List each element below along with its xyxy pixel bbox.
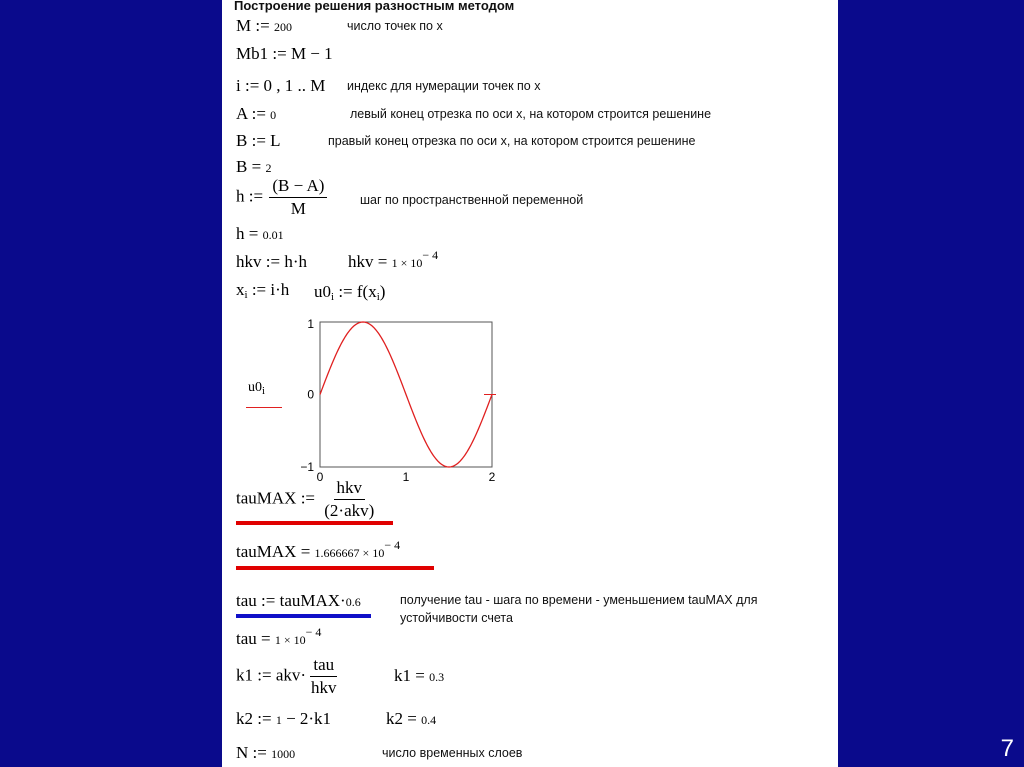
comment-tau-2: устойчивости счета [400, 611, 513, 625]
lhs: k1 [394, 666, 411, 685]
line-A [236, 104, 276, 124]
op: := [261, 591, 276, 610]
lhs: u0 [314, 282, 331, 301]
lhs: hkv [236, 252, 262, 271]
lhs: k1 [236, 665, 253, 685]
line-i [236, 76, 325, 96]
value: 200 [273, 20, 292, 34]
lhs: B [236, 131, 248, 150]
op: := [255, 16, 270, 35]
denominator: M [290, 199, 306, 218]
op: := [272, 44, 287, 63]
fraction [321, 478, 377, 521]
value: 0.3 [429, 670, 445, 684]
line-k1-result [394, 666, 444, 686]
value: L [270, 131, 281, 150]
lhs: A [236, 104, 248, 123]
value: 0 [270, 108, 277, 122]
legend-sub: i [262, 385, 266, 397]
legend-name: u0 [248, 380, 262, 395]
comment-M: число точек по x [347, 19, 443, 33]
value: 1000 [271, 747, 296, 761]
comment-A: левый конец отрезка по оси x, на котором строится решенине [350, 107, 712, 121]
lhs: hkv [348, 252, 374, 271]
x-tick-label: 0 [316, 470, 324, 484]
exponent: − 4 [422, 248, 439, 262]
prefix: akv· [275, 665, 307, 685]
op: := [257, 709, 272, 728]
line-M [236, 16, 292, 36]
lhs: tau [236, 591, 257, 610]
lhs: k2 [236, 709, 253, 728]
op: := [251, 280, 267, 299]
op: := [265, 252, 281, 271]
lhs: Mb1 [236, 44, 269, 63]
page-title: Построение решения разностным методом [234, 0, 515, 13]
lhs: h [236, 224, 245, 243]
argument: x [368, 282, 377, 301]
line-hkv [236, 252, 307, 272]
op: := [251, 104, 266, 123]
op: = [251, 157, 262, 176]
legend-label [248, 380, 265, 396]
line-tau [236, 591, 361, 611]
x-tick-label: 2 [488, 470, 496, 484]
line-k1 [236, 655, 342, 698]
factor: 0.6 [345, 595, 361, 609]
rhs-one: 1 [275, 713, 282, 727]
lhs: h [236, 186, 245, 206]
fraction [308, 655, 340, 698]
line-tauMAX-result [236, 538, 401, 562]
line-k2 [236, 709, 331, 729]
fraction [269, 176, 327, 219]
legend-swatch [246, 407, 282, 408]
op: = [300, 542, 311, 561]
line-xi [236, 280, 289, 300]
rhs: h·h [284, 252, 307, 271]
line-B-result [236, 157, 271, 177]
blue-underline [236, 614, 371, 618]
rhs: tauMAX· [279, 591, 346, 610]
series-u0i-line [320, 322, 492, 467]
lhs: B [236, 157, 248, 176]
value: 2 [265, 161, 272, 175]
line-h-result [236, 224, 284, 244]
op: = [261, 629, 271, 648]
lhs: x [236, 280, 245, 299]
subscript: i [331, 291, 335, 303]
y-tick-label: −1 [300, 460, 314, 474]
op: := [257, 665, 272, 685]
op: = [415, 666, 425, 685]
rhs: i·h [270, 280, 290, 299]
numerator: hkv [334, 478, 366, 500]
tick-labels [300, 317, 495, 484]
worksheet [222, 0, 838, 767]
subscript: i [244, 289, 248, 301]
red-underline-2 [236, 566, 434, 570]
red-underline-1 [236, 521, 393, 525]
rhs-rest: − 2·k1 [286, 709, 332, 728]
y-tick-label: 1 [307, 317, 314, 331]
lhs: tauMAX [236, 542, 297, 561]
op: = [377, 252, 388, 271]
op: := [244, 76, 260, 95]
line-h [236, 176, 329, 219]
x-tick-label: 1 [402, 470, 410, 484]
plot-u0 [222, 310, 522, 485]
op: := [338, 282, 353, 301]
line-tauMAX [236, 478, 379, 521]
argument-subscript: i [376, 291, 380, 303]
op: := [252, 743, 267, 762]
rhs: M − 1 [290, 44, 333, 63]
comment-B: правый конец отрезка по оси x, на котором строится решенине [328, 134, 696, 148]
comment-tau-1: получение tau - шага по времени - уменьшением tauMAX для [400, 593, 758, 607]
op: = [407, 709, 417, 728]
denominator: (2·akv) [324, 501, 375, 520]
comment-N: число временных слоев [382, 746, 523, 760]
op: = [248, 224, 259, 243]
line-k2-result [386, 709, 436, 729]
value: 0.4 [421, 713, 437, 727]
lhs: tauMAX [236, 488, 297, 508]
line-Mb1 [236, 44, 333, 64]
function-name: f [356, 282, 363, 301]
mantissa: 1 × 10 [274, 633, 306, 647]
line-B [236, 131, 281, 151]
value: 0.01 [262, 228, 284, 242]
comment-i: индекс для нумерации точек по x [347, 79, 541, 93]
numerator: (B − A) [269, 176, 327, 198]
lhs: N [236, 743, 249, 762]
mantissa: 1.666667 × 10 [314, 546, 385, 560]
op: := [251, 131, 266, 150]
comment-h: шаг по пространственной переменной [360, 193, 584, 207]
rhs: 0 , 1 .. M [263, 76, 326, 95]
line-u0i: u0i := f(xi) [314, 282, 386, 303]
line-tau-result [236, 625, 322, 649]
op: := [248, 186, 264, 206]
lhs: M [236, 16, 252, 35]
line-hkv-result [348, 248, 439, 272]
op: := [300, 488, 316, 508]
exponent: − 4 [305, 625, 322, 639]
page-number: 7 [1000, 735, 1014, 762]
numerator: tau [310, 655, 337, 677]
lhs: i [236, 76, 241, 95]
lhs: k2 [386, 709, 403, 728]
line-N [236, 743, 295, 763]
mantissa: 1 × 10 [391, 256, 423, 270]
denominator: hkv [311, 678, 337, 697]
y-tick-label: 0 [307, 387, 314, 402]
exponent: − 4 [384, 538, 401, 552]
lhs: tau [236, 629, 257, 648]
